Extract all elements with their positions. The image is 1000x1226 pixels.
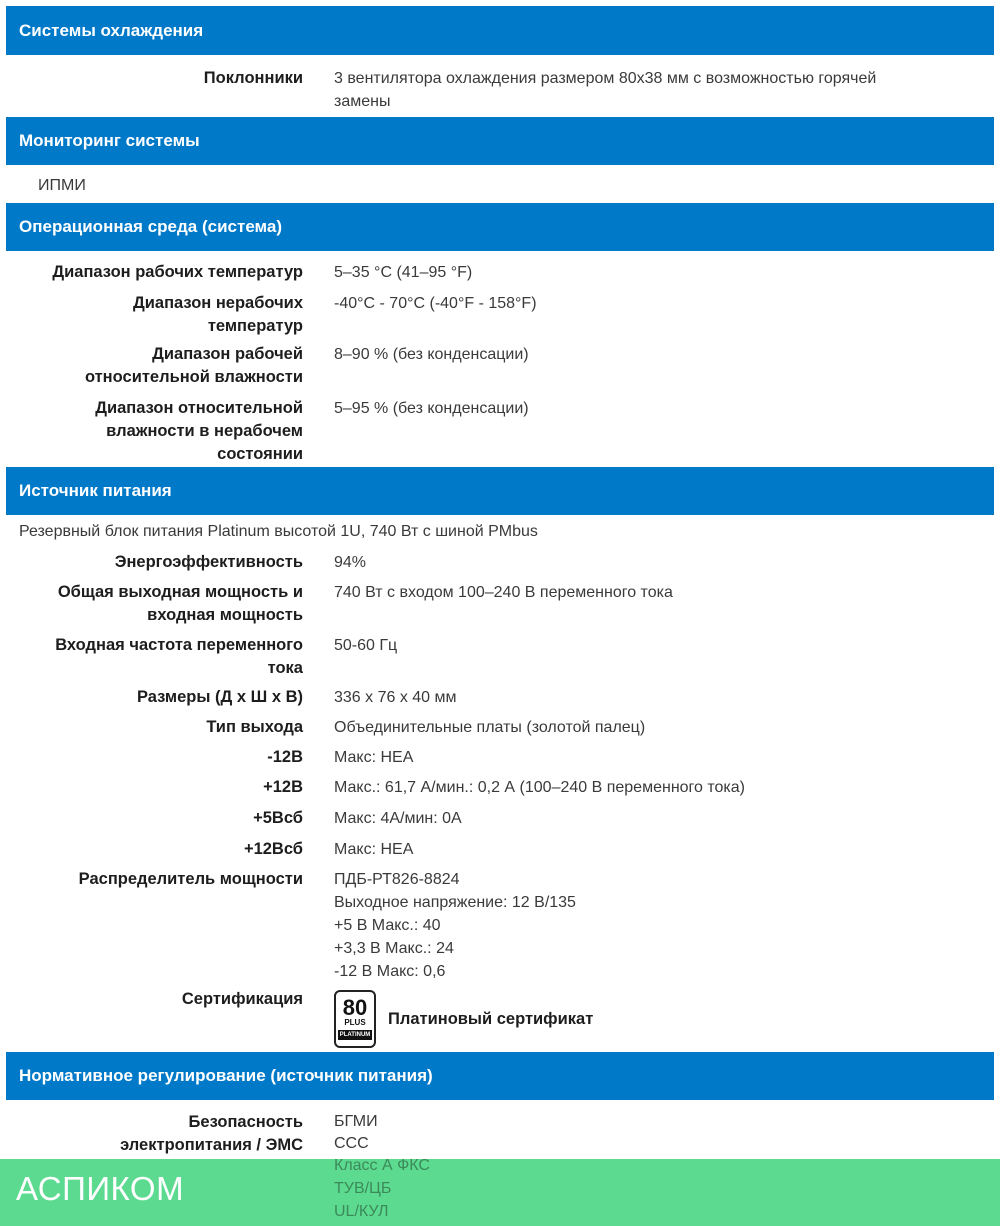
spec-value: 8–90 % (без конденсации): [334, 346, 529, 363]
spec-label-line: температур: [207, 317, 303, 335]
spec-label: Сертификация: [181, 990, 303, 1008]
spec-label: [0, 634, 303, 680]
spec-value-line: -12 В Макс: 0,6: [334, 963, 446, 980]
spec-value-line: Класс А ФКС: [334, 1157, 430, 1174]
section-title: Мониторинг системы: [19, 131, 200, 150]
spec-label: +12В: [263, 778, 303, 796]
spec-label: Тип выхода: [206, 718, 303, 736]
section-header-monitoring: [6, 117, 994, 165]
certification-text: Платиновый сертификат: [388, 1009, 594, 1028]
certification-value: [334, 990, 593, 1048]
spec-label-line: Общая выходная мощность и: [57, 583, 303, 601]
section-title: Операционная среда (система): [19, 217, 283, 236]
spec-value-line: БГМИ: [334, 1113, 378, 1130]
spec-value-line: ТУВ/ЦБ: [334, 1180, 392, 1197]
spec-value: 336 x 76 x 40 мм: [334, 689, 457, 706]
spec-label: Размеры (Д x Ш x В): [136, 688, 303, 706]
badge-number: 80: [342, 995, 368, 1020]
badge-plus: PLUS: [344, 1018, 366, 1027]
spec-label: [0, 292, 303, 338]
spec-value: [334, 1111, 974, 1155]
spec-value: 5–95 % (без конденсации): [334, 400, 529, 417]
section-header-regulatory: [6, 1052, 994, 1100]
spec-value-line: ССС: [334, 1135, 369, 1152]
spec-value: 50-60 Гц: [334, 637, 398, 654]
spec-label: +12Всб: [243, 840, 303, 858]
spec-value-line: ПДБ-РТ826-8824: [334, 871, 460, 888]
spec-value: 5–35 °C (41–95 °F): [334, 264, 473, 281]
spec-value-line: +3,3 В Макс.: 24: [334, 940, 454, 957]
spec-value: Объединительные платы (золотой палец): [334, 719, 646, 736]
spec-value-line: +5 В Макс.: 40: [334, 917, 441, 934]
spec-label-line: относительной влажности: [84, 368, 303, 386]
spec-label-line: тока: [267, 659, 303, 677]
spec-label-line: Диапазон нерабочих: [133, 294, 303, 312]
section-header-cooling: [6, 6, 994, 55]
spec-label: [0, 261, 303, 284]
spec-label: +5Всб: [253, 809, 303, 827]
section-header-power: [6, 467, 994, 515]
spec-value: Макс: 4А/мин: 0А: [334, 810, 462, 827]
spec-label: [0, 1111, 303, 1157]
spec-label-line: влажности в нерабочем: [106, 422, 303, 440]
spec-label: Энергоэффективность: [114, 553, 303, 571]
spec-value: 740 Вт с входом 100–240 В переменного тока: [334, 584, 673, 601]
section-header-environment: [6, 203, 994, 251]
spec-label-line: Диапазон рабочих температур: [52, 263, 303, 281]
spec-value-line: 3 вентилятора охлаждения размером 80x38 мм с возможностью горячей: [334, 70, 877, 87]
spec-label: -12В: [267, 748, 303, 766]
power-intro: Резервный блок питания Platinum высотой 1U, 740 Вт с шиной PMbus: [19, 523, 538, 540]
spec-value: Макс: НЕА: [334, 749, 414, 766]
spec-label-line: Диапазон относительной: [95, 399, 303, 417]
footer-brand-logo: АСПИКОМ: [16, 1170, 185, 1207]
spec-label-line: Безопасность: [188, 1113, 303, 1131]
spec-value: Макс: НЕА: [334, 841, 414, 858]
spec-value-line: Выходное напряжение: 12 В/135: [334, 894, 576, 911]
spec-label: Поклонники: [203, 69, 303, 87]
spec-value: Макс.: 61,7 А/мин.: 0,2 А (100–240 В переменного тока): [334, 779, 745, 796]
section-title: Нормативное регулирование (источник питания): [19, 1066, 433, 1085]
spec-value: -40°C - 70°C (-40°F - 158°F): [334, 295, 537, 312]
section-title: Системы охлаждения: [19, 20, 204, 40]
section-title: Источник питания: [19, 481, 172, 500]
spec-value: [334, 868, 974, 983]
spec-label-line: Диапазон рабочей: [152, 345, 303, 363]
spec-label: [0, 581, 303, 627]
spec-label: [0, 397, 303, 466]
spec-value: [334, 67, 974, 113]
spec-value: 94%: [334, 554, 367, 571]
spec-label: Распределитель мощности: [78, 870, 303, 888]
spec-label-line: входная мощность: [147, 606, 303, 624]
80-plus-platinum-badge-icon: [334, 990, 376, 1048]
spec-value-line: замены: [334, 93, 391, 110]
spec-label-line: состоянии: [217, 445, 303, 463]
spec-label-line: электропитания / ЭМС: [120, 1136, 303, 1154]
spec-value-line: UL/КУЛ: [334, 1203, 389, 1220]
spec-label: [0, 343, 303, 389]
spec-label-line: Входная частота переменного: [55, 636, 303, 654]
monitoring-text: ИПМИ: [38, 177, 86, 194]
badge-level: PLATINUM: [339, 1032, 371, 1038]
